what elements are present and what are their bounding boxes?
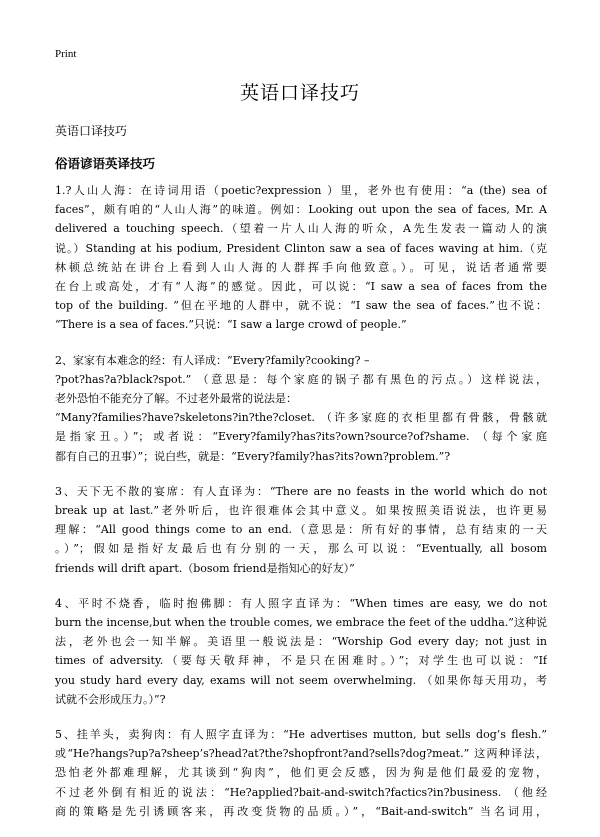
article-body [55,181,547,837]
print-label: Print [55,48,77,60]
text-line: 说。）Standing at his podium, President Clinton saw a sea of faces waving at him.（克 [55,241,547,255]
text-line: “There is a sea of faces.”只说：“I saw a large crowd of people.” [55,318,407,332]
section-heading: 俗语谚语英译技巧 [55,156,156,171]
text-line: 恐怕老外都难理解，尤其谈到“狗肉”，他们更会反感，因为狗是他们最爱的宠物， [55,766,547,780]
paragraph-4 [55,594,547,709]
text-line: ?pot?has?a?black?spot.” （意思是：每个家庭的锅子都有黑色的污点。）这样说法， [55,372,547,386]
paragraph-3 [55,482,547,578]
paragraph-5 [55,725,547,821]
paragraph-2 [55,351,547,466]
text-line: friends will drift apart.（bosom friend是指知心的好友）” [55,561,355,575]
text-line: 老外恐怕不能充分了解。不过老外最常的说法是： [55,392,297,406]
text-line: burn the incense,but when the trouble comes, we embrace the feet of the uddha.”这种说 [55,616,547,630]
text-line: 1.?人山人海：在诗词用语（poetic?expression ）里，老外也有使用：“a (the) sea of [55,184,547,197]
text-line: 或“He?hangs?up?a?sheep’s?head?at?the?shopfront?and?sells?dog?meat.” 这两种译法， [55,747,547,761]
text-line: “Many?families?have?skeletons?in?the?closet. （许多家庭的衣柜里都有骨骸，骨骸就 [55,411,547,425]
text-line: 5、挂羊头，卖狗肉：有人照字直译为：“He advertises mutton, but sells dog’s flesh.” [55,728,547,742]
text-line: you study hard every day, exams will not seem overwhelming. （如果你每天用功，考 [55,673,547,687]
paragraph-1 [55,181,547,335]
page-title: 英语口译技巧 [239,82,360,104]
text-line: times of adversity.（要每天敬拜神，不是只在困难时。）”；对学生也可以说：“If [55,654,547,668]
text-line: 理解：“All good things come to an end.（意思是：所有好的事情，总有结束的一天 [55,523,547,537]
text-line: 是指家丑。）”；或者说：“Every?family?has?its?own?source?of?shame. （每个家庭 [55,430,547,444]
text-line: 林顿总统站在讲台上看到人山人海的人群挥手向他致意。）。可见，说话者通常要 [55,260,547,274]
text-line: 试就不会形成压力。）”? [55,692,166,706]
document-subtitle: 英语口译技巧 [55,124,128,138]
text-line: 3、天下无不散的宴席：有人直译为：“There are no feasts in the world which do not [55,484,547,498]
text-line: 。）”；假如是指好友最后也有分别的一天，那么可以说：“Eventually, all bosom [55,542,547,556]
text-line: top of the building. ”但在平地的人群中，就不说：“I saw the sea of faces.”也不说： [55,299,547,313]
text-line: 在台上或高处，才有“人海”的感觉。因此，可以说：“I saw a sea of faces from the [55,280,547,294]
text-line: 法，老外也会一知半解。美语里一般说法是：“Worship God every day; not just in [55,635,547,649]
text-line: delivered a touching speech.（望着一片人山人海的听众，A先生发表一篇动人的演 [55,222,547,236]
text-line: 4、平时不烧香，临时抱佛脚：有人照字直译为：“When times are easy, we do not [55,596,547,610]
text-line: faces”，颇有咱的“人山人海”的味道。例如：Looking out upon the sea of faces, Mr. A [55,203,547,217]
text-line: 商的策略是先引诱顾客来，再改变货物的品质。）”，“Bait-and-switch” 当名词用， [55,804,547,818]
text-line: 都有自己的丑事）”；说白些，就是：“Every?family?has?its?own?problem.”? [55,449,451,463]
text-line: 2、家家有本难念的经：有人译成：“Every?family?cooking? – [55,353,370,367]
text-line: break up at last.”老外听后，也许很难体会其中意义。如果按照美语说法，也许更易 [55,504,547,518]
text-line: 不过老外倒有相近的说法：“He?applied?bait-and-switch?factics?in?business. （他经 [55,785,547,799]
